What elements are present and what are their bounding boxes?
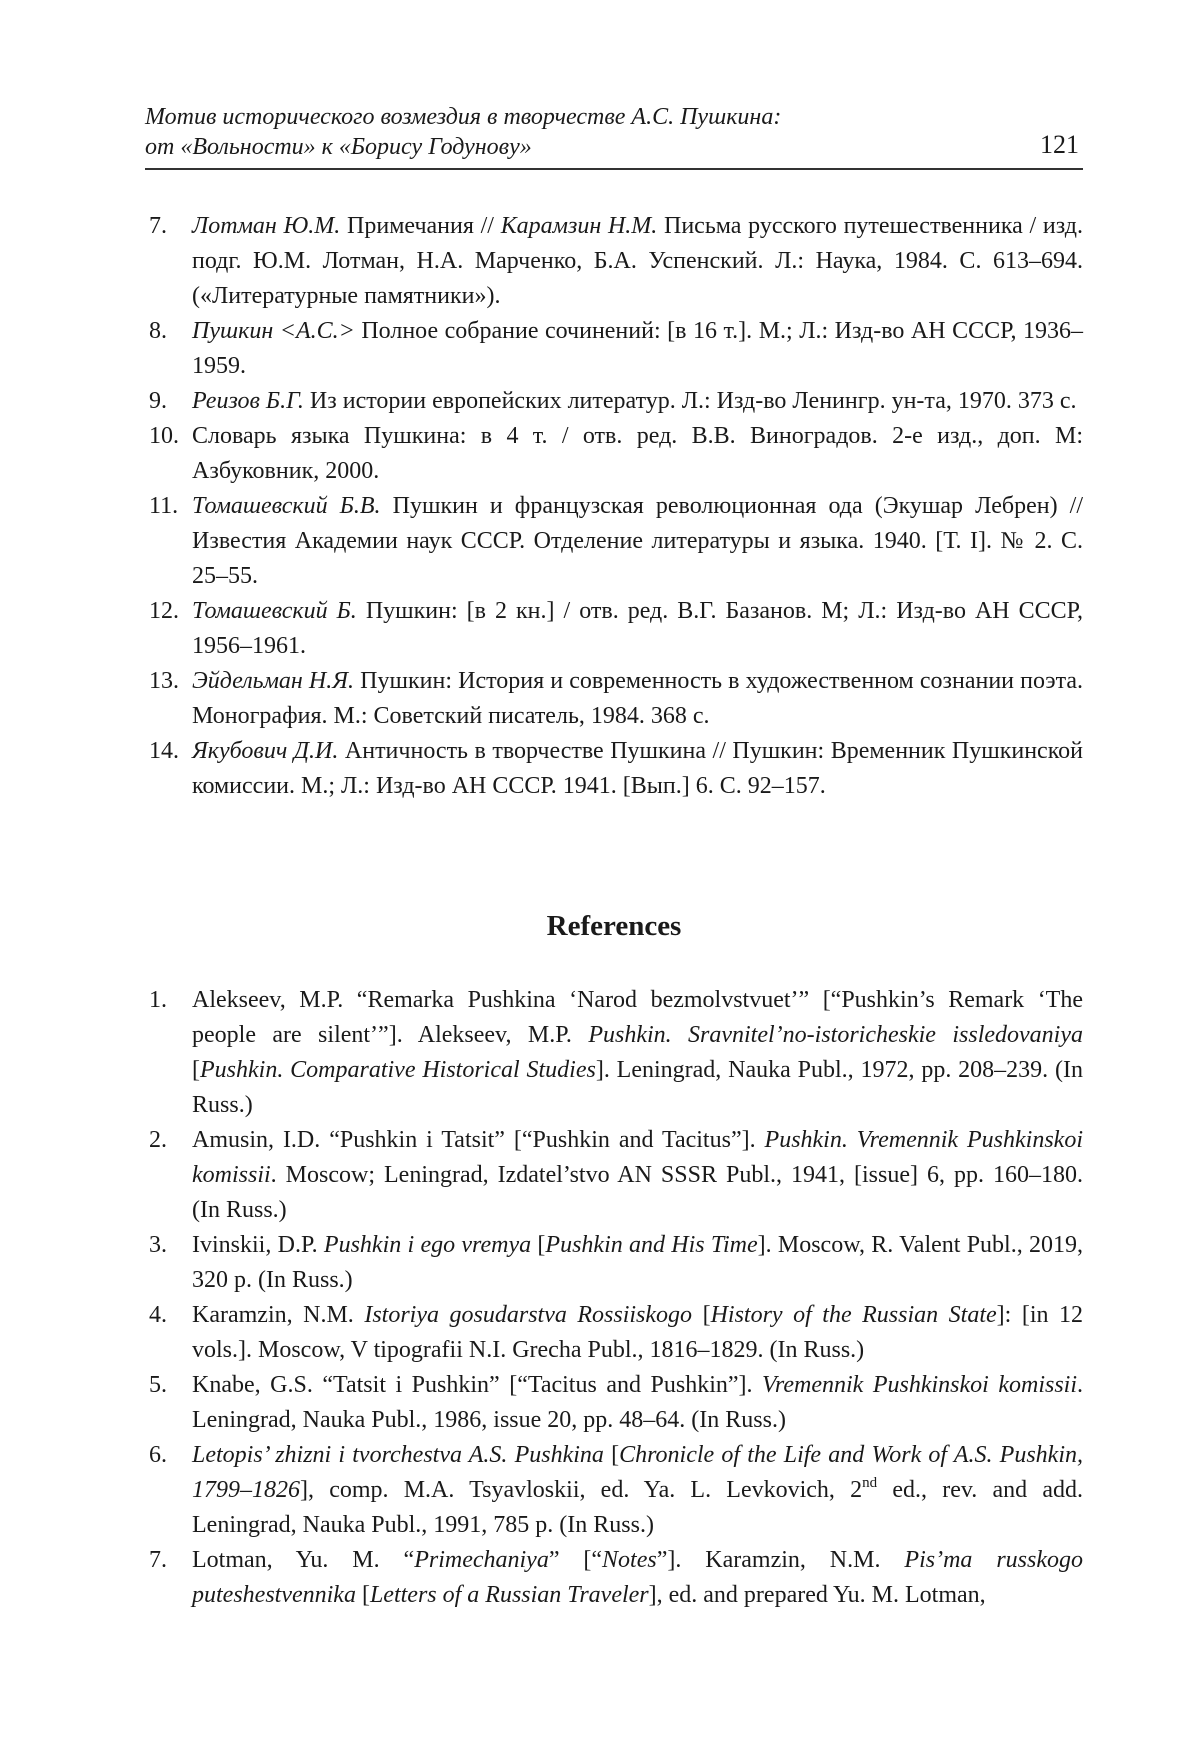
references-heading: References [546,910,682,942]
reference-item: 1. Alekseev, M.P. “Remarka Pushkina ‘Narod bezmolvstvuet’” [“Pushkin’s Remark ‘The people are silent’”]. Alekseev, M.P. Pushkin. Sravnitel’no-istoricheskie issledovaniya [Pushkin. Comparative Historical Studies]. Leningrad, Nauka Publ., 1972, pp. 208–239. (In Russ.) [149,987,1083,1118]
running-head [145,100,1083,170]
page-number: 121 [1040,130,1079,159]
literature-item: 9. Реизов Б.Г. Из истории европейских литератур. Л.: Изд-во Ленингр. ун-та, 1970. 373 с. [149,388,1077,414]
literature-item: 8. Пушкин <А.С.> Полное собрание сочинений: [в 16 т.]. М.; Л.: Изд-во АН СССР, 1936–1959. [149,318,1084,379]
literature-item: 10. Словарь языка Пушкина: в 4 т. / отв. ред. В.В. Виноградов. 2-е изд., доп. М: Азбуковник, 2000. [149,423,1083,484]
literature-item: 7. Лотман Ю.М. Примечания // Карамзин Н.М. Письма русского путешественника / изд. подг. Ю.М. Лотман, Н.А. Марченко, Б.А. Успенский. Л.: Наука, 1984. С. 613–694. («Литературные памятники»). [149,213,1083,309]
literature-item: 13. Эйдельман Н.Я. Пушкин: История и современность в художественном сознании поэта. Монография. М.: Советский писатель, 1984. 368 с. [149,668,1084,729]
reference-item: 3. Ivinskii, D.P. Pushkin i ego vremya [Pushkin and His Time]. Moscow, R. Valent Publ., 2019, 320 p. (In Russ.) [149,1232,1084,1293]
literature-item: 14. Якубович Д.И. Античность в творчестве Пушкина // Пушкин: Временник Пушкинской комиссии. М.; Л.: Изд-во АН СССР. 1941. [Вып.] 6. С. 92–157. [149,738,1083,799]
references-list [145,983,1083,1613]
literature-item: 12. Томашевский Б. Пушкин: [в 2 кн.] / отв. ред. В.Г. Базанов. М; Л.: Изд-во АН СССР, 1956–1961. [149,598,1083,659]
reference-item: 5. Knabe, G.S. “Tatsit i Pushkin” [“Tacitus and Pushkin”]. Vremennik Pushkinskoi komissii. Leningrad, Nauka Publ., 1986, issue 20, pp. 48–64. (In Russ.) [149,1372,1083,1433]
reference-item: 7. Lotman, Yu. M. “Primechaniya” [“Notes”]. Karamzin, N.M. Pis’ma russkogo puteshestvennika [Letters of a Russian Traveler], ed. and prepared Yu. M. Lotman, [149,1547,1083,1608]
reference-item: 4. Karamzin, N.M. Istoriya gosudarstva Rossiiskogo [History of the Russian State]: [in 12 vols.]. Moscow, V tipografii N.I. Grecha Publ., 1816–1829. (In Russ.) [149,1302,1084,1363]
literature-item: 11. Томашевский Б.В. Пушкин и французская революционная ода (Экушар Лебрен) // Известия Академии наук СССР. Отделение литературы и языка. 1940. [Т. I]. № 2. С. 25–55. [149,493,1083,589]
running-title-line-2: от «Вольности» к «Борису Годунову» [145,134,532,160]
running-title-line-1: Мотив исторического возмездия в творчестве А.С. Пушкина: [145,104,782,130]
reference-item: 6. Letopis’ zhizni i tvorchestva A.S. Pushkina [Chronicle of the Life and Work of A.S. Pushkin, 1799–1826], comp. M.A. Tsyavloskii, ed. Ya. L. Levkovich, 2nd ed., rev. and add. Leningrad, Nauka Publ., 1991, 785 p. (In Russ.) [149,1442,1083,1538]
reference-item: 2. Amusin, I.D. “Pushkin i Tatsit” [“Pushkin and Tacitus”]. Pushkin. Vremennik Pushkinskoi komissii. Moscow; Leningrad, Izdatel’stvo AN SSSR Publ., 1941, [issue] 6, pp. 160–180. (In Russ.) [149,1127,1083,1223]
running-title [145,102,781,162]
literature-list [145,209,1083,804]
